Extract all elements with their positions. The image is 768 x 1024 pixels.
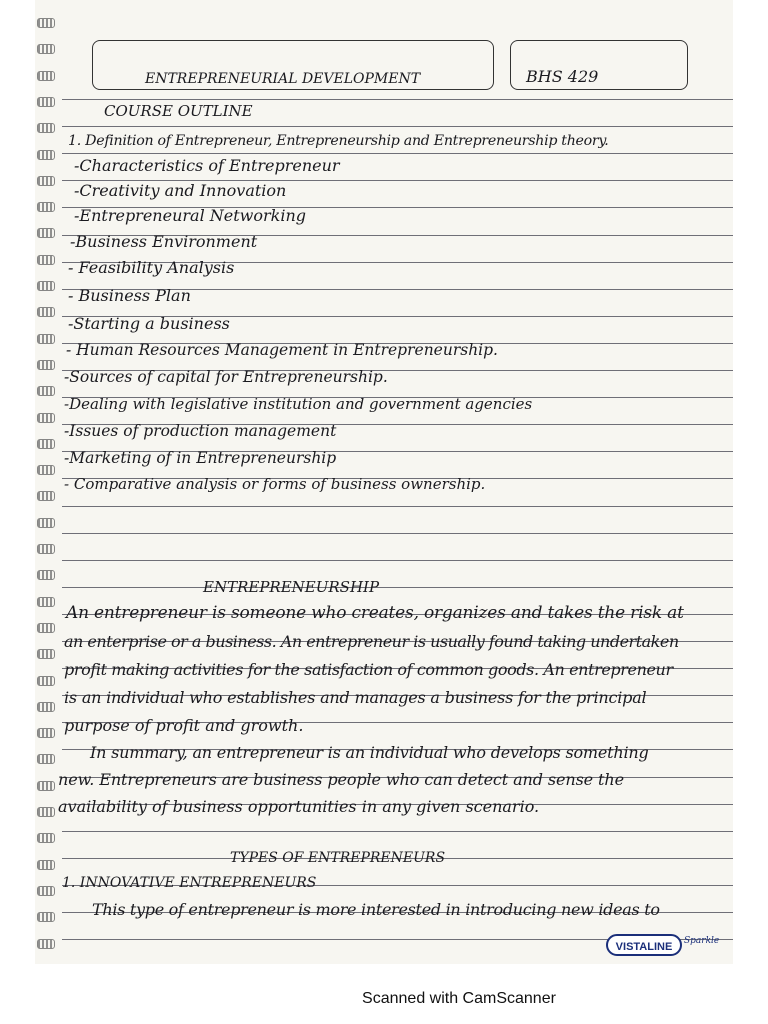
spiral-ring <box>37 544 55 554</box>
ruled-line <box>62 506 733 507</box>
paragraph-line: an enterprise or a business. An entrepreneur is usually found taking undertaken <box>64 632 679 651</box>
paragraph-line: An entrepreneur is someone who creates, organizes and takes the risk at <box>66 603 684 623</box>
outline-item: - Business Plan <box>68 286 191 305</box>
ruled-line <box>62 560 733 561</box>
spiral-ring <box>37 18 55 28</box>
spiral-ring <box>37 44 55 54</box>
spiral-ring <box>37 413 55 423</box>
course-outline-heading: COURSE OUTLINE <box>104 102 253 120</box>
spiral-ring <box>37 307 55 317</box>
spiral-ring <box>37 623 55 633</box>
ruled-line <box>62 831 733 832</box>
spiral-ring <box>37 886 55 896</box>
spiral-ring <box>37 255 55 265</box>
outline-item: -Dealing with legislative institution and government agencies <box>64 395 533 413</box>
ruled-line <box>62 587 733 588</box>
spiral-ring <box>37 334 55 344</box>
ruled-line <box>62 99 733 100</box>
spiral-ring <box>37 649 55 659</box>
document-title: ENTREPRENEURIAL DEVELOPMENT <box>145 71 421 87</box>
spiral-ring <box>37 676 55 686</box>
spiral-ring <box>37 123 55 133</box>
paragraph-line: This type of entrepreneur is more interested in introducing new ideas to <box>92 900 660 919</box>
spiral-ring <box>37 439 55 449</box>
ruled-line <box>62 153 733 154</box>
paragraph-line: is an individual who establishes and manages a business for the principal <box>64 688 647 707</box>
paragraph-line: new. Entrepreneurs are business people who can detect and sense the <box>58 770 624 789</box>
outline-item: -Entrepreneural Networking <box>74 206 306 225</box>
outline-item: - Human Resources Management in Entrepreneurship. <box>66 341 498 359</box>
outline-item: -Business Environment <box>70 232 258 251</box>
outline-item: -Issues of production management <box>64 422 337 440</box>
paragraph-line: availability of business opportunities in any given scenario. <box>58 797 540 816</box>
outline-item: 1. Definition of Entrepreneur, Entrepreneurship and Entrepreneurship theory. <box>68 133 609 149</box>
outline-item: -Characteristics of Entrepreneur <box>74 156 340 175</box>
outline-item: -Marketing of in Entrepreneurship <box>64 449 337 467</box>
spiral-ring <box>37 518 55 528</box>
spiral-ring <box>37 465 55 475</box>
spiral-ring <box>37 202 55 212</box>
spiral-ring <box>37 912 55 922</box>
spiral-ring <box>37 781 55 791</box>
section-heading-entrepreneurship: ENTREPRENEURSHIP <box>203 578 380 596</box>
spiral-ring <box>37 597 55 607</box>
subsection-heading: 1. INNOVATIVE ENTREPRENEURS <box>62 875 317 891</box>
outline-item: -Creativity and Innovation <box>74 181 287 200</box>
course-code: BHS 429 <box>526 67 599 86</box>
spiral-ring <box>37 939 55 949</box>
outline-item: -Sources of capital for Entrepreneurship. <box>64 368 388 386</box>
spiral-ring <box>37 702 55 712</box>
outline-item: - Comparative analysis or forms of business ownership. <box>64 475 486 493</box>
paragraph-line: purpose of profit and growth. <box>64 716 304 735</box>
spiral-ring <box>37 833 55 843</box>
spiral-ring <box>37 386 55 396</box>
spiral-ring <box>37 150 55 160</box>
spiral-ring <box>37 71 55 81</box>
spiral-ring <box>37 754 55 764</box>
spiral-ring <box>37 491 55 501</box>
outline-item: -Starting a business <box>68 314 230 333</box>
spiral-binding <box>35 10 57 960</box>
outline-item: - Feasibility Analysis <box>68 258 235 277</box>
spiral-ring <box>37 728 55 738</box>
ruled-line <box>62 533 733 534</box>
paragraph-line: In summary, an entrepreneur is an individual who develops something <box>90 743 649 762</box>
scanner-footer: Scanned with CamScanner <box>362 990 556 1007</box>
signature: Sparkle <box>684 936 720 946</box>
spiral-ring <box>37 97 55 107</box>
spiral-ring <box>37 807 55 817</box>
paragraph-line: profit making activities for the satisfaction of common goods. An entrepreneur <box>64 660 673 679</box>
section-heading-types: TYPES OF ENTREPRENEURS <box>230 850 446 866</box>
spiral-ring <box>37 570 55 580</box>
spiral-ring <box>37 360 55 370</box>
spiral-ring <box>37 860 55 870</box>
spiral-ring <box>37 228 55 238</box>
vistaline-logo: VISTALINE <box>606 934 682 956</box>
spiral-ring <box>37 176 55 186</box>
ruled-line <box>62 126 733 127</box>
spiral-ring <box>37 281 55 291</box>
